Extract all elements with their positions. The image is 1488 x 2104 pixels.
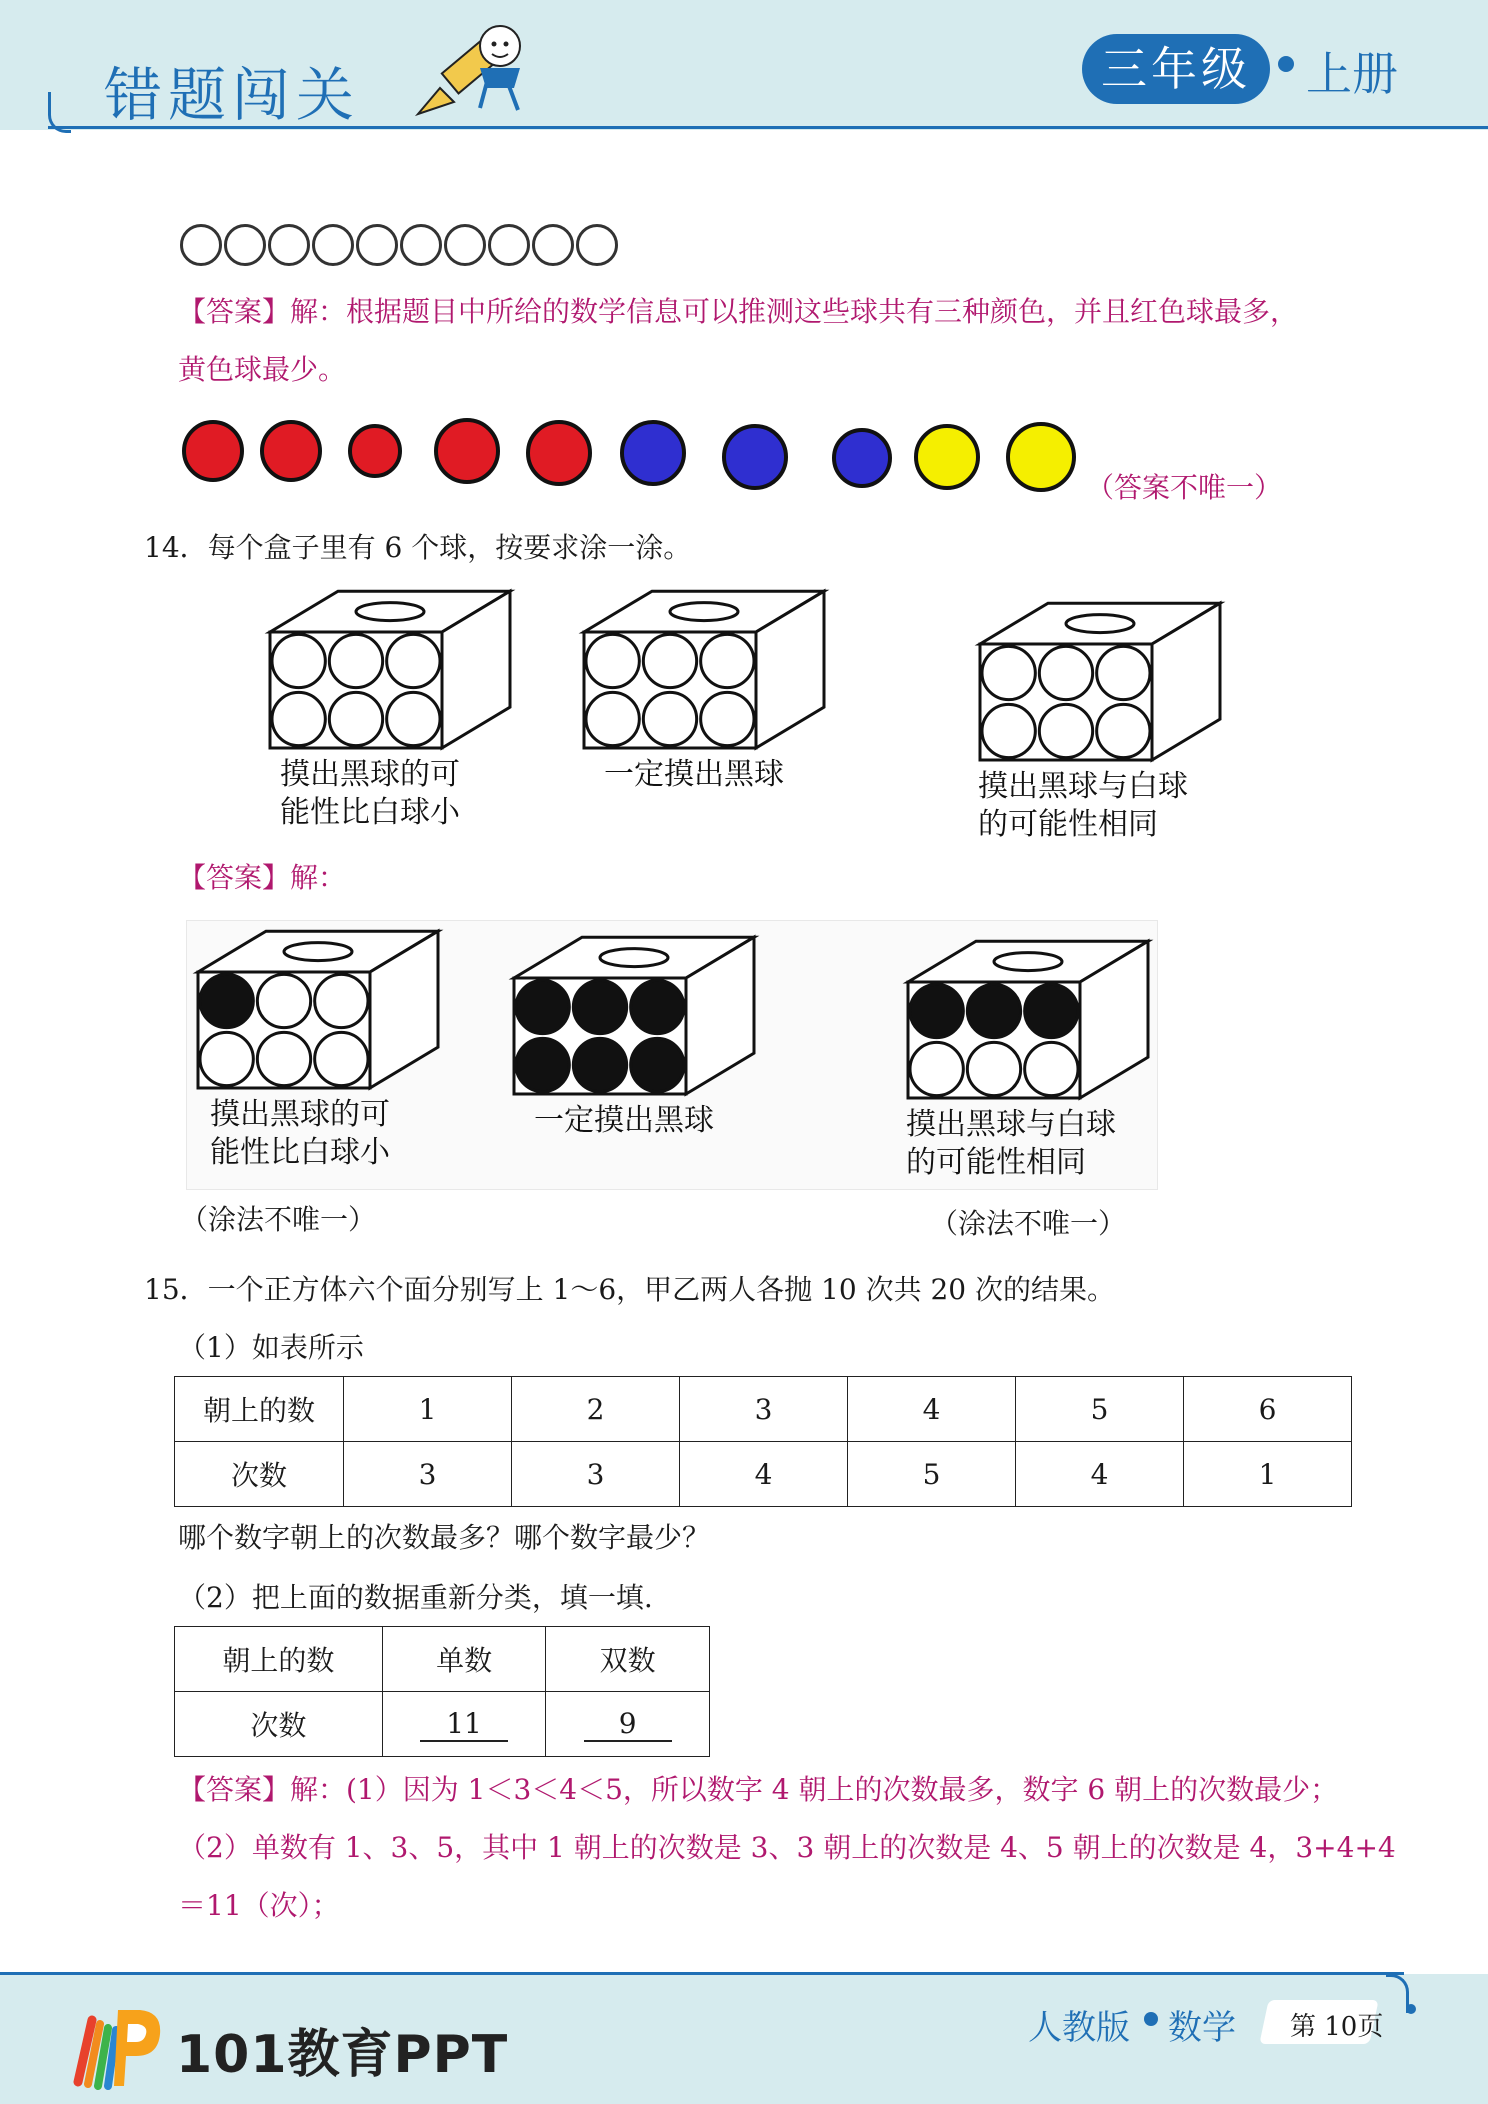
box-ball xyxy=(982,646,1035,699)
blank-circle xyxy=(180,224,222,266)
box-caption: 一定摸出黑球 xyxy=(604,757,784,792)
colored-ball xyxy=(620,420,686,486)
ball-box xyxy=(514,937,754,1138)
table-cell: 朝上的数 xyxy=(175,1377,344,1442)
box-ball xyxy=(643,692,696,745)
box-ball xyxy=(643,634,696,687)
box-caption: 能性比白球小 xyxy=(210,1135,390,1170)
q13-answer-line1: 【答案】解：根据题目中所给的数学信息可以推测这些球共有三种颜色，并且红色球最多， xyxy=(178,295,1299,328)
box-ball xyxy=(516,980,569,1033)
q15-part1-question: 哪个数字朝上的次数最多？哪个数字最少？ xyxy=(178,1521,711,1554)
blank-circle xyxy=(400,224,442,266)
box-ball xyxy=(631,980,684,1033)
box-ball xyxy=(573,980,626,1033)
q15-part2-label: （2）把上面的数据重新分类，填一填. xyxy=(178,1581,653,1614)
q15-answer-line1: 【答案】解：(1）因为 1＜3＜4＜5，所以数字 4 朝上的次数最多，数字 6 朝上的次数最少； xyxy=(178,1773,1339,1806)
table-cell: 次数 xyxy=(175,1442,344,1507)
table-cell: 1 xyxy=(1184,1442,1352,1507)
blank-circle xyxy=(356,224,398,266)
footer-separator-dot xyxy=(1144,2012,1158,2026)
box-ball xyxy=(272,634,325,687)
colored-ball xyxy=(1006,422,1076,492)
q14-note-left: （涂法不唯一） xyxy=(180,1203,377,1236)
table-row xyxy=(175,1377,1352,1442)
colored-ball xyxy=(526,420,592,486)
colored-ball xyxy=(348,424,402,478)
blank-circle xyxy=(576,224,618,266)
box-caption: 摸出黑球与白球 xyxy=(978,769,1188,804)
blank-circle xyxy=(224,224,266,266)
table-row xyxy=(175,1627,710,1692)
q13-answer-line2: 黄色球最少。 xyxy=(178,353,347,386)
box-ball xyxy=(967,984,1020,1037)
ball-box xyxy=(198,931,438,1170)
box-ball xyxy=(910,1042,963,1095)
q14-boxes-figure xyxy=(0,580,1488,850)
box-ball xyxy=(329,634,382,687)
box-ball xyxy=(1025,1042,1078,1095)
blank-circle xyxy=(312,224,354,266)
box-ball xyxy=(315,974,368,1027)
q15-answer-line2: （2）单数有 1、3、5，其中 1 朝上的次数是 3、3 朝上的次数是 4、5 朝上的次数是 4，3+4+4 xyxy=(178,1831,1396,1864)
blank-circle xyxy=(532,224,574,266)
box-ball xyxy=(387,634,440,687)
q14-note-right: （涂法不唯一） xyxy=(930,1207,1127,1240)
table-cell: 3 xyxy=(512,1442,680,1507)
colored-ball xyxy=(182,420,244,482)
q15-table1 xyxy=(174,1376,1352,1507)
table-cell: 4 xyxy=(1016,1442,1184,1507)
table-cell: 次数 xyxy=(175,1692,383,1757)
box-ball xyxy=(257,1032,310,1085)
box-caption: 一定摸出黑球 xyxy=(534,1103,714,1138)
table-cell: 3 xyxy=(344,1442,512,1507)
colored-ball xyxy=(832,428,892,488)
colored-ball xyxy=(260,420,322,482)
box-ball xyxy=(586,692,639,745)
box-ball xyxy=(272,692,325,745)
table-cell: 5 xyxy=(1016,1377,1184,1442)
table-row xyxy=(175,1442,1352,1507)
q15-question: 15．一个正方体六个面分别写上 1～6，甲乙两人各抛 10 次共 20 次的结果。 xyxy=(144,1273,1116,1306)
box-ball xyxy=(257,974,310,1027)
table-cell xyxy=(546,1692,710,1757)
box-caption: 能性比白球小 xyxy=(280,795,460,830)
box-opening xyxy=(600,949,668,967)
box-ball xyxy=(1025,984,1078,1037)
box-opening xyxy=(284,943,352,961)
subject-label: 数学 xyxy=(1168,2008,1236,2048)
box-caption: 摸出黑球与白球 xyxy=(906,1107,1116,1142)
box-ball xyxy=(516,1038,569,1091)
table-row xyxy=(175,1692,710,1757)
q15-part1-label: （1）如表所示 xyxy=(178,1331,364,1364)
table-cell: 6 xyxy=(1184,1377,1352,1442)
table-cell xyxy=(382,1692,546,1757)
table-cell: 5 xyxy=(848,1442,1016,1507)
colored-ball xyxy=(914,424,980,490)
table-cell: 双数 xyxy=(546,1627,710,1692)
colored-ball xyxy=(434,418,500,484)
table-cell: 4 xyxy=(848,1377,1016,1442)
blank-circle xyxy=(444,224,486,266)
table-cell: 4 xyxy=(680,1442,848,1507)
page-number: 第 10页 xyxy=(1290,2012,1384,2042)
logo-p-icon xyxy=(70,2000,166,2090)
colored-ball xyxy=(722,424,788,490)
box-ball xyxy=(1039,646,1092,699)
ball-box xyxy=(584,591,824,792)
box-opening xyxy=(1066,615,1134,633)
box-ball xyxy=(701,634,754,687)
ball-box xyxy=(270,591,510,830)
box-ball xyxy=(387,692,440,745)
blank-circle xyxy=(268,224,310,266)
q14-answer-label: 【答案】解： xyxy=(178,861,347,894)
box-caption: 的可能性相同 xyxy=(906,1145,1086,1180)
footer-dot xyxy=(1406,2004,1416,2014)
box-ball xyxy=(631,1038,684,1091)
box-ball xyxy=(573,1038,626,1091)
box-caption: 的可能性相同 xyxy=(978,807,1158,842)
box-ball xyxy=(1039,704,1092,757)
box-ball xyxy=(315,1032,368,1085)
table-cell: 1 xyxy=(344,1377,512,1442)
box-opening xyxy=(994,953,1062,971)
separator-dot xyxy=(1278,56,1294,72)
box-ball xyxy=(982,704,1035,757)
logo-text: 101教育PPT xyxy=(176,2025,509,2085)
even-count-blank: 9 xyxy=(584,1708,672,1742)
q13-note: （答案不唯一） xyxy=(1086,471,1283,504)
box-ball xyxy=(701,692,754,745)
ball-box xyxy=(906,941,1148,1180)
box-ball xyxy=(910,984,963,1037)
pencil-mascot-icon xyxy=(410,18,540,122)
q14-answer-figure xyxy=(0,920,1488,1190)
box-ball xyxy=(200,1032,253,1085)
volume-label: 上册 xyxy=(1306,47,1398,101)
table-cell: 单数 xyxy=(382,1627,546,1692)
table-cell: 3 xyxy=(680,1377,848,1442)
box-ball xyxy=(1097,646,1150,699)
blank-circle xyxy=(488,224,530,266)
box-ball xyxy=(586,634,639,687)
grade-badge: 三年级 xyxy=(1082,34,1270,104)
q14-question: 14．每个盒子里有 6 个球，按要求涂一涂。 xyxy=(144,531,692,564)
footer-rule xyxy=(0,1972,1404,1975)
box-opening xyxy=(670,603,738,621)
box-ball xyxy=(1097,704,1150,757)
q15-table2 xyxy=(174,1626,710,1757)
edition-label: 人教版 xyxy=(1028,2008,1130,2048)
box-opening xyxy=(356,603,424,621)
box-ball xyxy=(967,1042,1020,1095)
odd-count-blank: 11 xyxy=(420,1708,508,1742)
q15-answer-line3: ＝11（次）； xyxy=(178,1889,340,1922)
box-ball xyxy=(329,692,382,745)
header-title: 错题闯关 xyxy=(104,61,361,129)
ball-box xyxy=(978,603,1220,842)
table-cell: 2 xyxy=(512,1377,680,1442)
box-caption: 摸出黑球的可 xyxy=(280,757,460,792)
box-ball xyxy=(200,974,253,1027)
table-cell: 朝上的数 xyxy=(175,1627,383,1692)
box-caption: 摸出黑球的可 xyxy=(210,1097,390,1132)
